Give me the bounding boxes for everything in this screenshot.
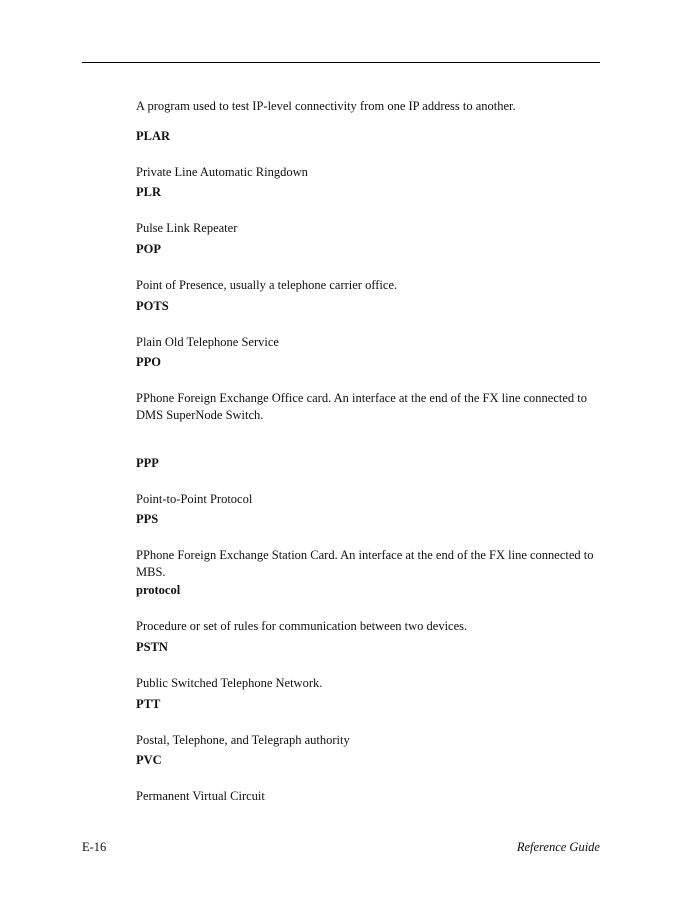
glossary-entry-pvc (136, 752, 606, 805)
glossary-term: PTT (136, 697, 161, 711)
glossary-entry-ppp (136, 455, 606, 508)
glossary-definition: PPhone Foreign Exchange Station Card. An interface at the end of the FX line connected to MBS. (136, 548, 594, 579)
glossary-term: protocol (136, 583, 181, 597)
glossary-entry-plar (136, 128, 606, 181)
glossary-entry-protocol (136, 582, 606, 635)
glossary-entry-plr (136, 184, 606, 237)
glossary-definition: Plain Old Telephone Service (136, 335, 279, 349)
glossary-definition: Point-to-Point Protocol (136, 492, 253, 506)
glossary-term: PPP (136, 456, 159, 470)
glossary-entry-ppo (136, 354, 606, 424)
glossary-definition: Procedure or set of rules for communication between two devices. (136, 619, 468, 633)
glossary-term: PVC (136, 753, 162, 767)
glossary-definition: Postal, Telephone, and Telegraph authority (136, 733, 350, 747)
glossary-term: PLAR (136, 129, 171, 143)
glossary-definition: Permanent Virtual Circuit (136, 789, 265, 803)
glossary-term: PPO (136, 355, 161, 369)
glossary-term: PPS (136, 512, 159, 526)
glossary-entry-pps (136, 511, 606, 581)
glossary-entry-ptt (136, 696, 606, 749)
page-number: E-16 (82, 840, 107, 854)
glossary-entry-pstn (136, 639, 606, 692)
glossary-term: POTS (136, 299, 169, 313)
glossary-definition: Pulse Link Repeater (136, 221, 238, 235)
header-rule (82, 62, 600, 63)
glossary-entry-pots (136, 298, 606, 351)
guide-title: Reference Guide (516, 840, 600, 854)
glossary-definition: Private Line Automatic Ringdown (136, 165, 308, 179)
glossary-definition: Public Switched Telephone Network. (136, 676, 323, 690)
intro-definition: A program used to test IP-level connectivity from one IP address to another. (136, 99, 516, 113)
glossary-entry-pop (136, 241, 606, 294)
glossary-definition: Point of Presence, usually a telephone carrier office. (136, 278, 398, 292)
glossary-definition: PPhone Foreign Exchange Office card. An interface at the end of the FX line connected to DMS SuperNode Switch. (136, 391, 588, 422)
glossary-term: POP (136, 242, 161, 256)
glossary-term: PSTN (136, 640, 168, 654)
glossary-term: PLR (136, 185, 161, 199)
